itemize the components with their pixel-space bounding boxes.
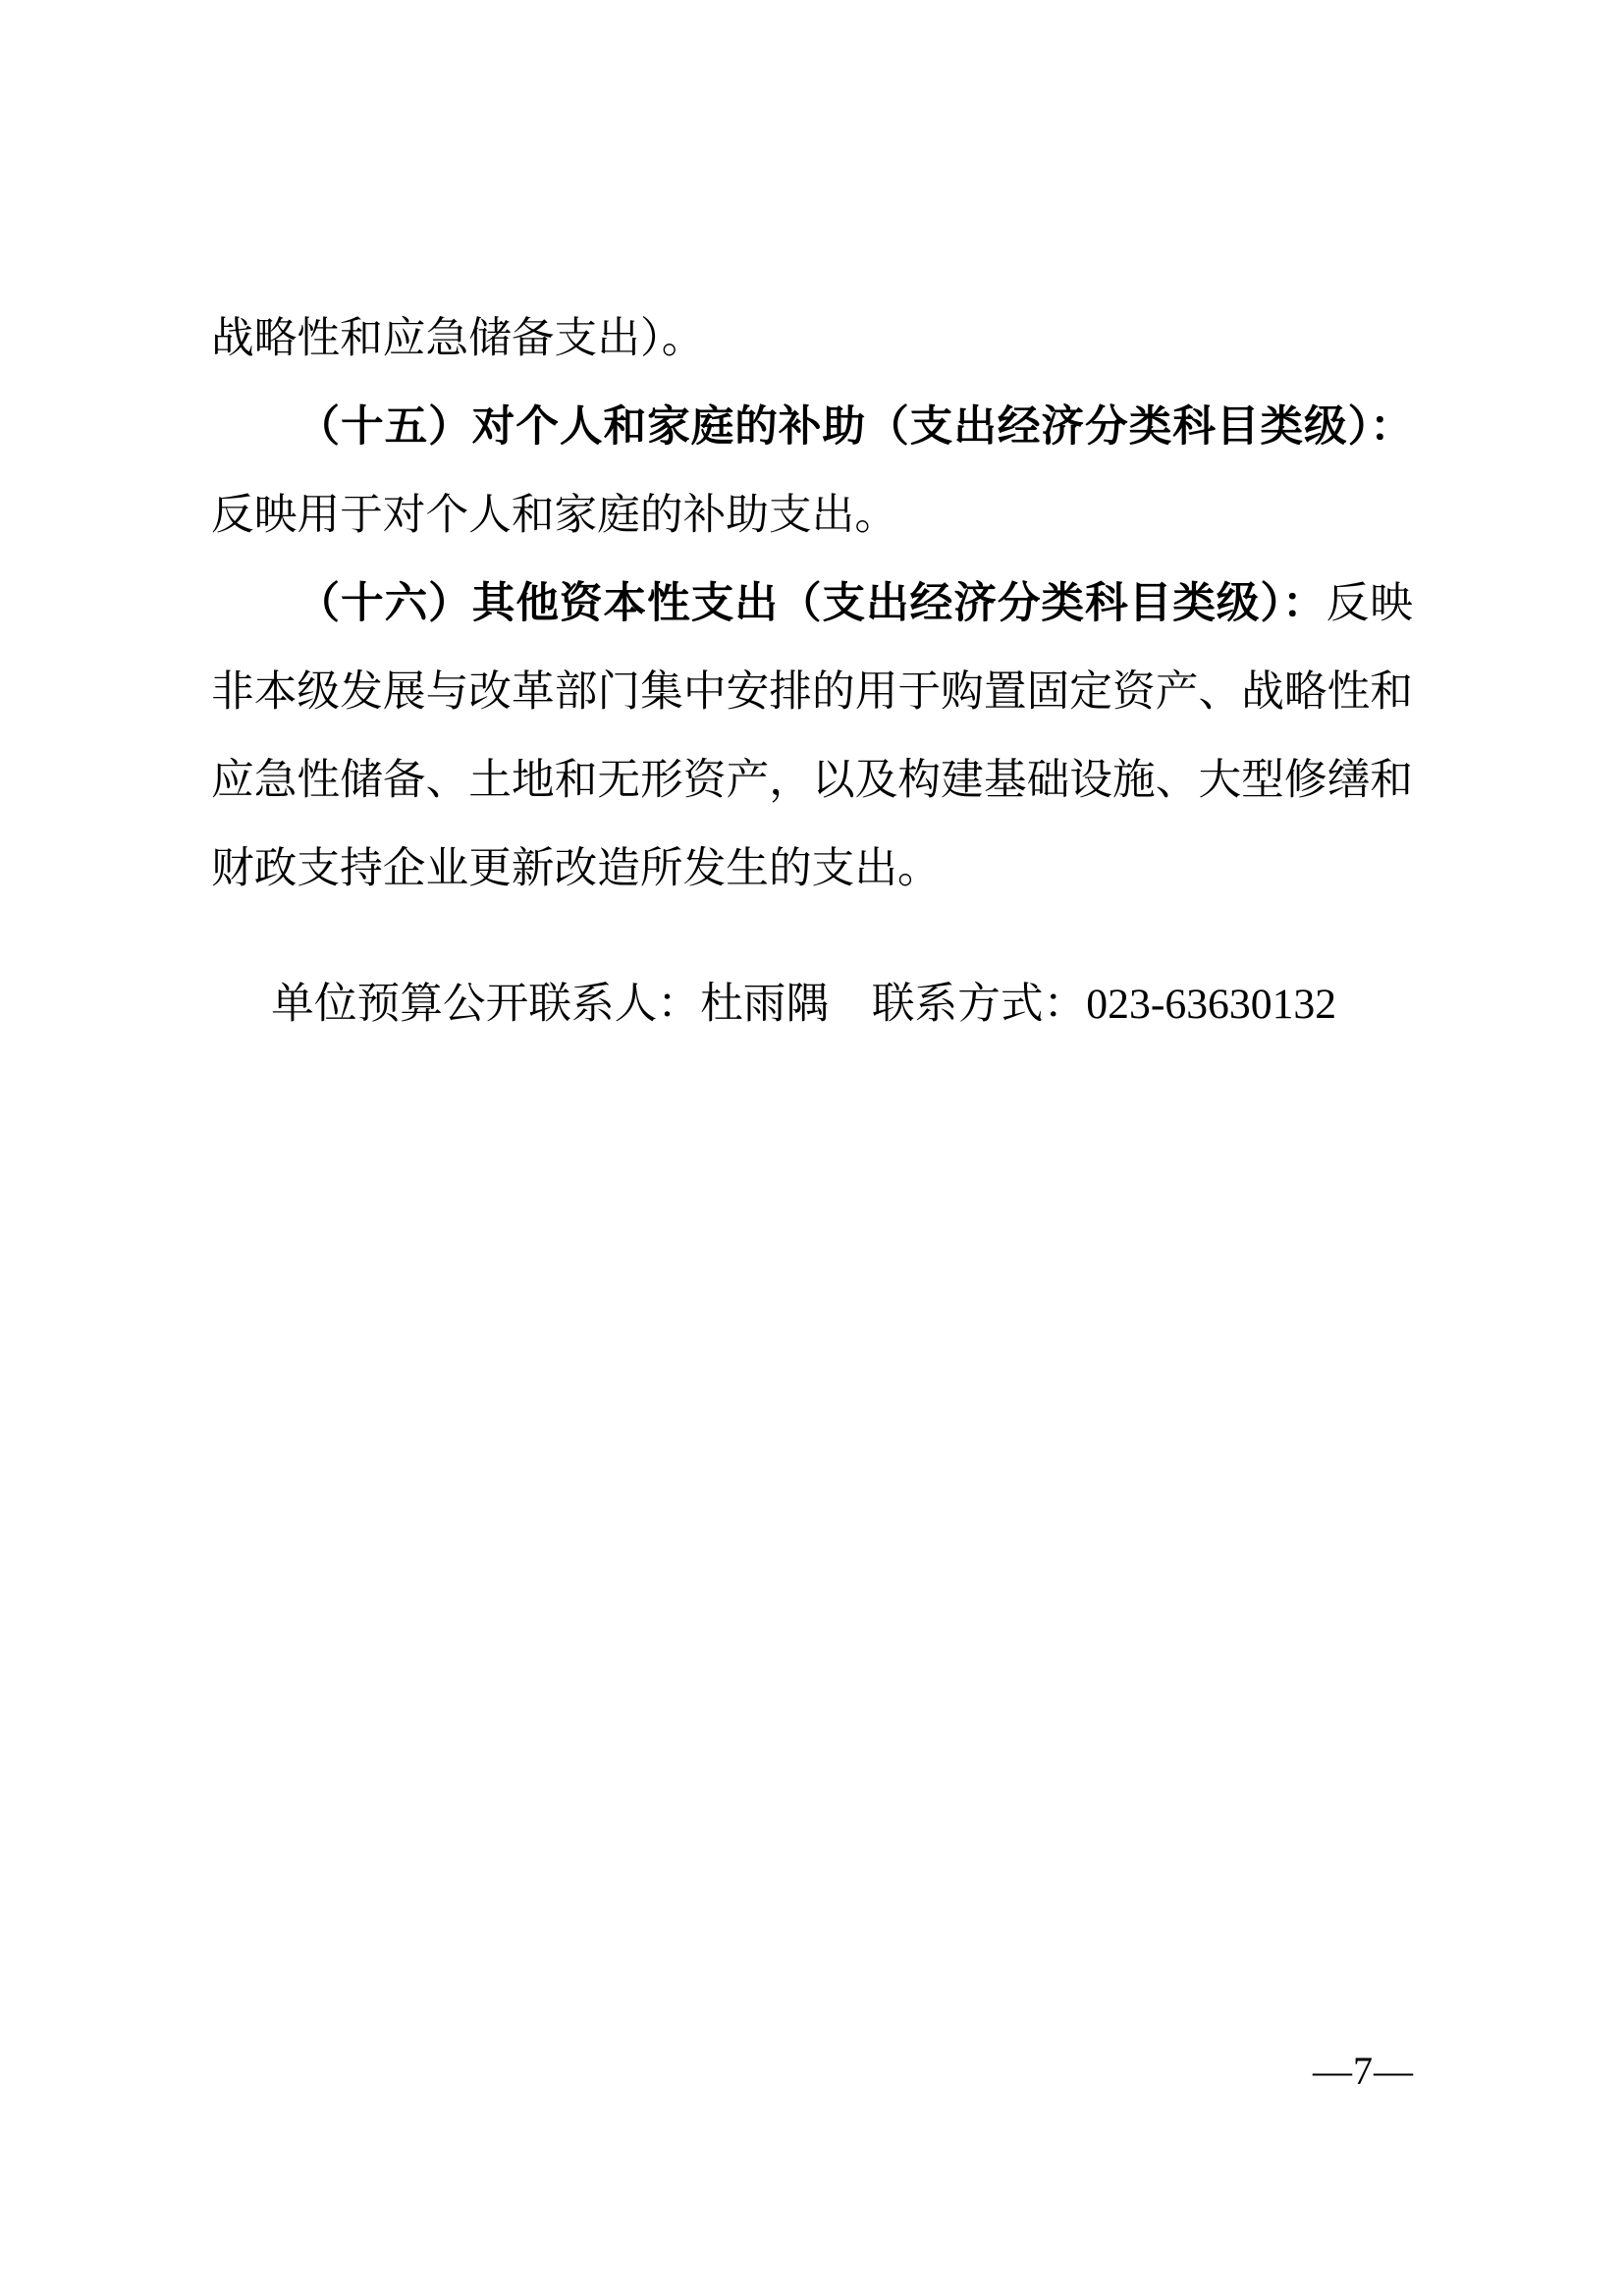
contact-person-name: 杜雨隅 [700,981,830,1028]
contact-line [211,960,1413,1048]
paragraph-item-15 [211,383,1413,560]
paragraph-item-16-body: 反映非本级发展与改革部门集中安排的用于购置固定资产、战略性和应急性储备、土地和无形资产，以及构建基础设施、大型修缮和财政支持企业更新改造所发生的支出。 [211,580,1413,892]
document-content [211,294,1413,1048]
contact-person-label: 单位预算公开联系人： [271,981,701,1028]
paragraph-item-16-heading: （十六）其他资本性支出（支出经济分类科目类级）： [297,580,1326,627]
page-number: —7— [1313,2049,1414,2093]
paragraph-item-16 [211,560,1413,913]
contact-method-label: 联系方式： [871,981,1087,1028]
paragraph-item-15-body: 反映用于对个人和家庭的补助支出。 [211,492,898,539]
paragraph-item-15-heading: （十五）对个人和家庭的补助（支出经济分类科目类级）： [297,403,1413,451]
paragraph-continuation [211,294,1413,383]
paragraph-continuation-text: 战略性和应急储备支出）。 [211,315,705,362]
contact-phone-number: 023-63630132 [1086,981,1337,1028]
